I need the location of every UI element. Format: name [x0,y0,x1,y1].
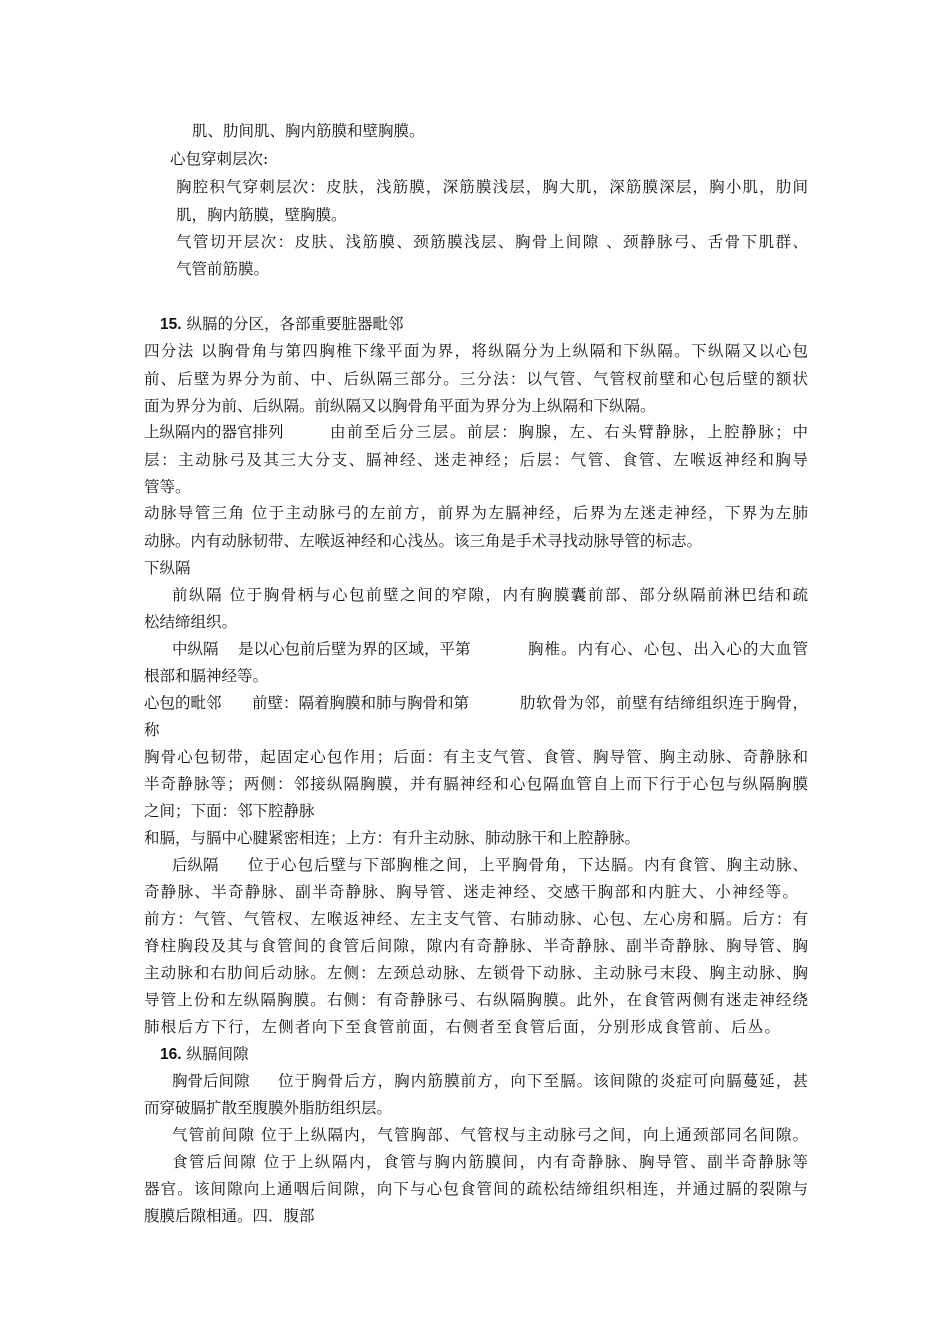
text-line: 位于心包后壁与下部胸椎之间，上平胸骨角，下达膈。内有食管、胸主动脉、 [248,856,808,874]
text-line: 腹膜后隙相通。四．腹部 [144,1207,315,1225]
text-line: 和膈，与膈中心腱紧密相连；上方：有升主动脉、肺动脉干和上腔静脉。 [144,829,641,847]
text-line: 四分法 以胸骨角与第四胸椎下缘平面为界，将纵隔分为上纵隔和下纵隔。下纵隔又以心包 [144,342,808,360]
text-line: 奇静脉、半奇静脉、副半奇静脉、胸导管、迷走神经、交感干胸部和内脏大、小神经等。 [144,883,798,901]
text-line: 肺根后方下行，左侧者向下至食管前面，右侧者至食管后面，分别形成食管前、后丛。 [144,1018,780,1036]
text-line: 动脉导管三角 位于主动脉弓的左前方，前界为左膈神经，后界为左迷走神经，下界为左肺 [144,504,808,522]
text-line: 器官。该间隙向上通咽后间隙，向下与心包食管间的疏松结缔组织相连，并通过膈的裂隙与 [144,1180,808,1198]
text-line: 层：主动脉弓及其三大分支、膈神经、迷走神经；后层：气管、食管、左喉返神经和胸导 [144,451,808,469]
heading-text: 纵膈间隙 [186,1045,249,1063]
text-line: 食管后间隙 位于上纵隔内，食管与胸内筋膜间，内有奇静脉、胸导管、副半奇静脉等 [172,1153,808,1171]
text-line: 脊柱胸段及其与食管间的食管后间隙，隙内有奇静脉、半奇静脉、副半奇静脉、胸导管、胸 [144,937,808,955]
text-line: 气管前筋膜。 [176,260,270,278]
text-line: 由前至后分三层。前层：胸腺，左、右头臂静脉，上腔静脉；中 [330,423,808,441]
text-line: 是以心包前后壁为界的区域，平第 [238,640,471,658]
text-line: 心包穿刺层次: [170,150,269,168]
heading-text: 纵膈的分区，各部重要脏器毗邻 [186,315,404,333]
text-line: 胸腔积气穿刺层次：皮肤，浅筋膜，深筋膜浅层，胸大肌，深筋膜深层，胸小肌，肋间 [176,178,808,196]
text-line: 前方：气管、气管杈、左喉返神经、左主支气管、右肺动脉、心包、左心房和膈。后方：有 [144,910,808,928]
text-line: 下纵隔 [144,559,191,577]
text-line: 胸骨心包韧带，起固定心包作用；后面：有主支气管、食管、胸导管、胸主动脉、奇静脉和 [144,748,808,766]
text-line: 前、后壁为界分为前、中、后纵隔三部分。三分法：以气管、气管杈前壁和心包后壁的额状 [144,370,808,388]
text-line: 后纵隔 [172,856,219,874]
text-line: 松结缔组织。 [144,613,238,631]
heading-number: 16. [160,1046,182,1063]
text-line: 气管切开层次：皮肤、浅筋膜、颈筋膜浅层、胸骨上间隙 、颈静脉弓、舌骨下肌群、 [176,233,808,251]
text-line: 管等。 [144,478,191,496]
text-line: 胸椎。内有心、心包、出入心的大血管 [528,640,808,658]
text-line: 前壁：隔着胸膜和肺与胸骨和第 [252,694,470,712]
text-line: 上纵隔内的器官排列 [144,423,284,441]
text-line: 面为界分为前、后纵隔。前纵隔又以胸骨角平面为界分为上纵隔和下纵隔。 [144,397,656,415]
text-line: 肋软骨为邻，前壁有结缔组织连于胸骨， [520,694,808,712]
text-line: 中纵隔 [172,640,219,658]
text-line: 而穿破膈扩散至腹膜外脂肪组织层。 [144,1099,393,1117]
text-line: 位于胸骨后方，胸内筋膜前方，向下至膈。该间隙的炎症可向膈蔓延，甚 [278,1072,808,1090]
text-line: 主动脉和右肋间后动脉。左侧：左颈总动脉、左锁骨下动脉、主动脉弓末段、胸主动脉、胸 [144,964,808,982]
text-line: 根部和膈神经等。 [144,667,269,685]
text-line: 动脉。内有动脉韧带、左喉返神经和心浅丛。该三角是手术寻找动脉导管的标志。 [144,532,703,550]
text-line: 前纵隔 位于胸骨柄与心包前壁之间的窄隙，内有胸膜囊前部、部分纵隔前淋巴结和疏 [172,586,808,604]
text-line: 肌，胸内筋膜，壁胸膜。 [176,206,347,224]
section-heading-15 [160,314,404,335]
heading-number: 15. [160,316,182,333]
text-line: 肌、肋间肌、胸内筋膜和壁胸膜。 [192,122,425,140]
text-line: 半奇静脉等；两侧：邻接纵隔胸膜，并有膈神经和心包隔血管自上而下行于心包与纵隔胸膜 [144,775,808,793]
text-line: 心包的毗邻 [144,694,222,712]
text-line: 之间；下面：邻下腔静脉 [144,802,315,820]
text-line: 胸骨后间隙 [172,1072,250,1090]
section-heading-16 [160,1044,249,1065]
text-line: 导管上份和左纵隔胸膜。右侧：有奇静脉弓、右纵隔胸膜。此外，在食管两侧有迷走神经绕 [144,991,808,1009]
text-line: 气管前间隙 位于上纵隔内，气管胸部、气管杈与主动脉弓之间，向上通颈部同名间隙。 [172,1126,808,1144]
text-line: 称 [144,721,160,739]
